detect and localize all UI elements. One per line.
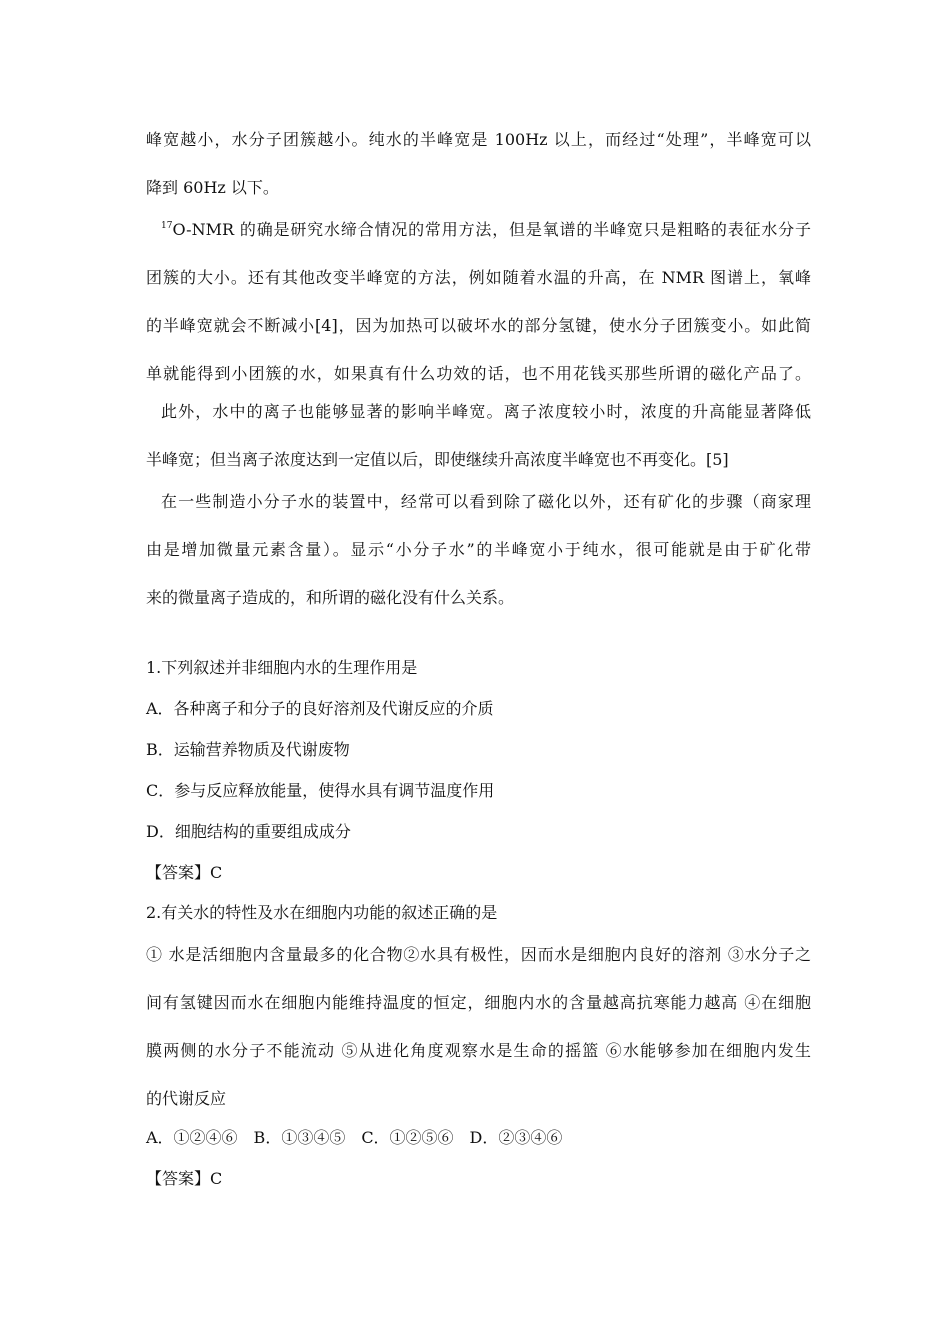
question-2-statements: 间有氢键因而水在细胞内能维持温度的恒定，细胞内水的含量越高抗寒能力越高 ④在细胞 bbox=[146, 993, 811, 1012]
question-2-statements: ① 水是活细胞内含量最多的化合物②水具有极性，因而水是细胞内良好的溶剂 ③水分子之 bbox=[146, 945, 811, 964]
paragraph-line: 半峰宽；但当离子浓度达到一定值以后，即使继续升高浓度半峰宽也不再变化。[5] bbox=[146, 450, 729, 469]
paragraph-line: 此外，水中的离子也能够显著的影响半峰宽。离子浓度较小时，浓度的升高能显著降低 bbox=[161, 402, 811, 421]
question-2-answer: 【答案】C bbox=[146, 1169, 223, 1188]
question-2-statements: 膜两侧的水分子不能流动 ⑤从进化角度观察水是生命的摇篮 ⑥水能够参加在细胞内发生 bbox=[146, 1041, 811, 1060]
paragraph-line: 降到 60Hz 以下。 bbox=[146, 178, 279, 197]
paragraph-line: 的半峰宽就会不断减小[4]，因为加热可以破坏水的部分氢键，使水分子团簇变小。如此简 bbox=[146, 316, 811, 335]
question-1-option-b: B．运输营养物质及代谢废物 bbox=[146, 740, 350, 759]
question-1-option-c: C．参与反应释放能量，使得水具有调节温度作用 bbox=[146, 781, 495, 800]
paragraph-line: 单就能得到小团簇的水，如果真有什么功效的话，也不用花钱买那些所谓的磁化产品了。 bbox=[146, 364, 811, 383]
paragraph-line: 来的微量离子造成的，和所谓的磁化没有什么关系。 bbox=[146, 588, 515, 607]
question-2-options: A．①②④⑥ B．①③④⑤ C．①②⑤⑥ D．②③④⑥ bbox=[146, 1128, 563, 1147]
question-1-answer: 【答案】C bbox=[146, 863, 223, 882]
paragraph-line bbox=[161, 219, 811, 241]
question-1-stem: 1.下列叙述并非细胞内水的生理作用是 bbox=[146, 658, 418, 677]
paragraph-line: 由是增加微量元素含量）。显示“小分子水”的半峰宽小于纯水，很可能就是由于矿化带 bbox=[146, 540, 811, 559]
paragraph-text: O-NMR 的确是研究水缔合情况的常用方法，但是氧谱的半峰宽只是粗略的表征水分子 bbox=[172, 220, 811, 239]
question-1-option-d: D．细胞结构的重要组成成分 bbox=[146, 822, 351, 841]
question-2-statements: 的代谢反应 bbox=[146, 1089, 227, 1108]
paragraph-line: 峰宽越小，水分子团簇越小。纯水的半峰宽是 100Hz 以上，而经过“处理”，半峰宽可以 bbox=[146, 130, 811, 149]
question-1-option-a: A．各种离子和分子的良好溶剂及代谢反应的介质 bbox=[146, 699, 494, 718]
paragraph-line: 在一些制造小分子水的装置中，经常可以看到除了磁化以外，还有矿化的步骤（商家理 bbox=[161, 492, 811, 511]
question-2-stem: 2.有关水的特性及水在细胞内功能的叙述正确的是 bbox=[146, 903, 498, 922]
paragraph-line: 团簇的大小。还有其他改变半峰宽的方法，例如随着水温的升高，在 NMR 图谱上，氧峰 bbox=[146, 268, 811, 287]
superscript-isotope: 17 bbox=[161, 221, 173, 231]
